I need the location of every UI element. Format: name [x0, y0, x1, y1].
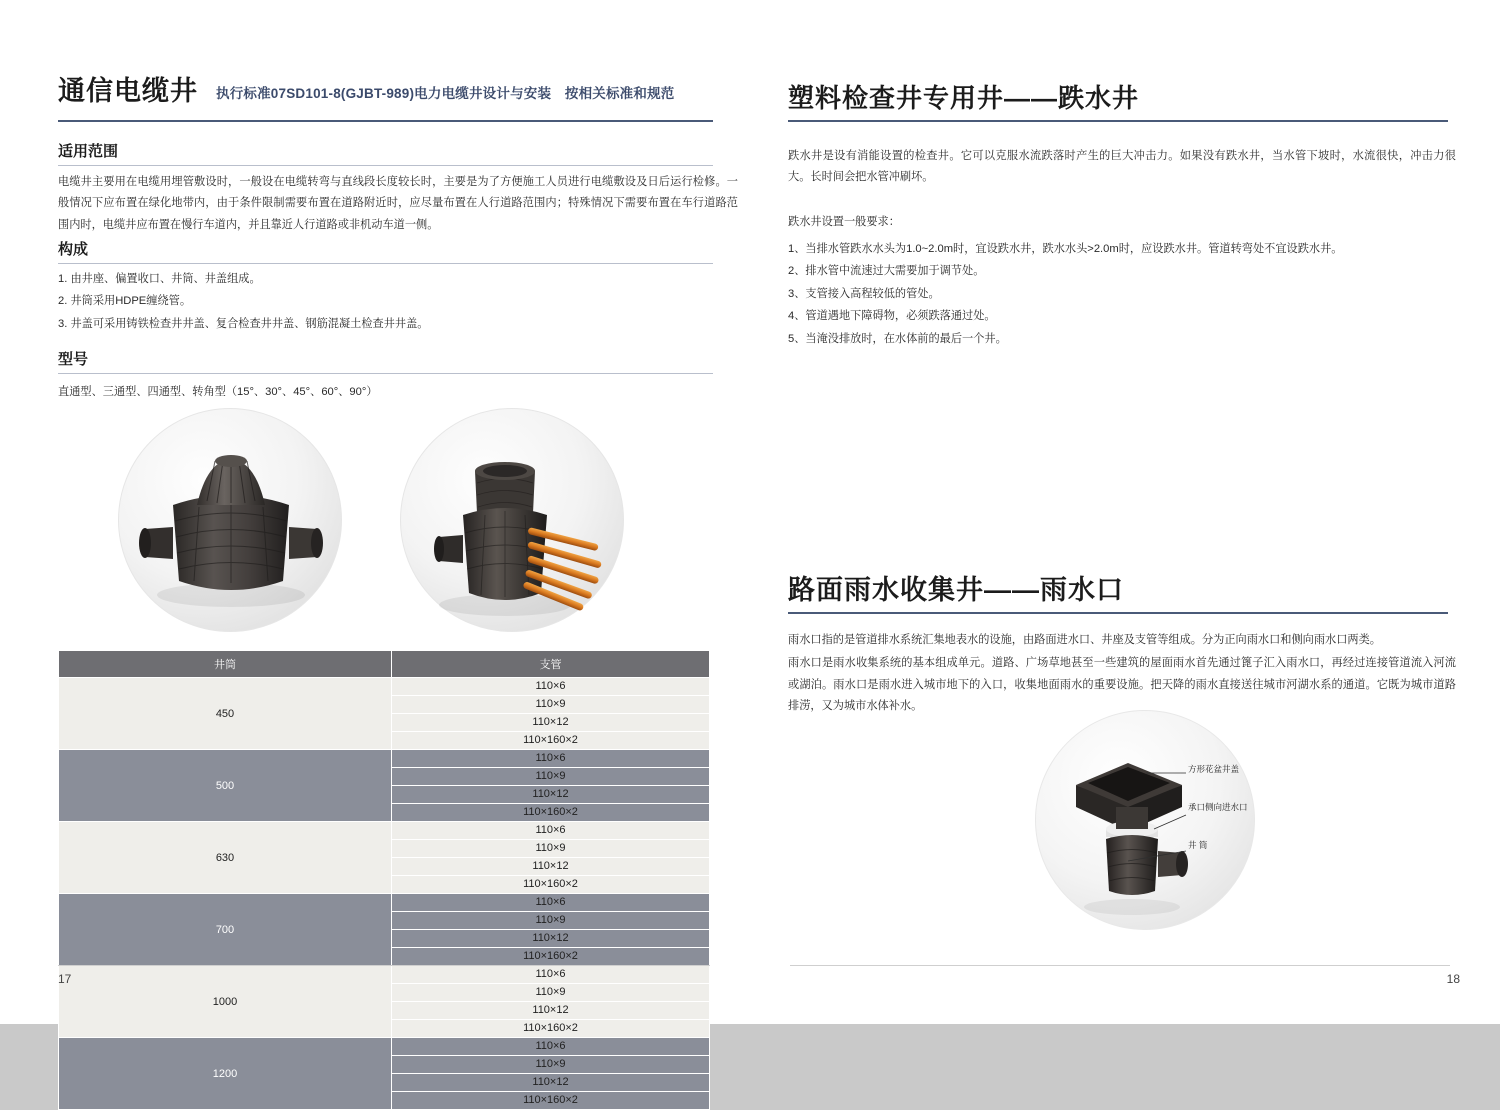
cell-pipe: 110×6 — [392, 750, 710, 768]
cell-pipe: 110×6 — [392, 1038, 710, 1056]
section-heading-text: 构成 — [58, 241, 89, 258]
section-model-heading — [58, 348, 713, 374]
cell-size: 630 — [59, 822, 392, 894]
section-divider — [788, 612, 1448, 614]
cell-pipe: 110×6 — [392, 678, 710, 696]
heading-underline — [58, 165, 713, 166]
paragraph: 雨水口指的是管道排水系统汇集地表水的设施，由路面进水口、井座及支管等组成。分为正向雨水口和侧向雨水口两类。 — [788, 634, 1381, 646]
cell-size: 1200 — [59, 1038, 392, 1110]
page-number-left: 17 — [58, 972, 72, 986]
right-section2-title-block — [788, 568, 1448, 607]
section-heading-text: 型号 — [58, 351, 89, 368]
annotation-shaft: 井 筒 — [1188, 840, 1208, 850]
section-composition-heading — [58, 238, 713, 264]
paragraph: 雨水口是雨水收集系统的基本组成单元。道路、广场草地甚至一些建筑的屋面雨水首先通过篦子汇入雨水口，再经过连接管道流入河流或湖泊。雨水口是雨水进入城市地下的入口，收集地面雨水的重要设施。把天降的雨水直接送往城市河湖水系的通道。它既为城市道路排涝，又为城市水体补水。 — [788, 657, 1456, 712]
annotation-square-planter-cover: 方形花盆井盖 — [1188, 764, 1240, 774]
cable-well-with-conduits-photo — [400, 408, 624, 632]
paragraph: 跌水井是设有消能设置的检查井。它可以克服水流跌落时产生的巨大冲击力。如果没有跌水井，当水管下坡时，水流很快，冲击力很大。长时间会把水管冲刷坏。 — [788, 150, 1456, 184]
page-title: 通信电缆井 — [58, 76, 198, 106]
table-row — [59, 894, 710, 912]
cell-pipe: 110×12 — [392, 930, 710, 948]
footer-divider — [58, 965, 710, 966]
heading-underline — [58, 373, 713, 374]
cell-pipe: 110×6 — [392, 966, 710, 984]
drop-well-intro — [788, 146, 1456, 189]
list-item: 3. 井盖可采用铸铁检查井井盖、复合检查井井盖、钢筋混凝土检查井井盖。 — [58, 317, 429, 330]
rainwater-inlet-body — [788, 630, 1456, 717]
cell-size: 700 — [59, 894, 392, 966]
rainwater-inlet-photo — [1035, 710, 1255, 930]
paragraph: 电缆井主要用在电缆用埋管敷设时，一般设在电缆转弯与直线段长度较长时，主要是为了方便施工人员进行电缆敷设及日后运行检修。一般情况下应布置在绿化地带内，由于条件限制需要布置在道路附近时，应尽量布置在人行道路范围内；特殊情况下需要布置在车行道路范围内时，电缆井应布置在慢行车道内，并且靠近人行道路或非机动车道一侧。 — [58, 176, 738, 231]
section-title: 塑料检查井专用井——跌水井 — [788, 83, 1140, 113]
cell-pipe: 110×12 — [392, 858, 710, 876]
list-item: 3、支管接入高程较低的管处。 — [788, 287, 940, 300]
cell-pipe: 110×9 — [392, 984, 710, 1002]
cell-pipe: 110×160×2 — [392, 732, 710, 750]
cell-pipe: 110×9 — [392, 1056, 710, 1074]
list-item: 1、当排水管跌水水头为1.0~2.0m时，宜设跌水井，跌水水头>2.0m时，应设跌水井。管道转弯处不宜设跌水井。 — [788, 243, 1343, 255]
list-item: 4、管道遇地下障碍物，必须跌落通过处。 — [788, 310, 996, 323]
cell-size: 500 — [59, 750, 392, 822]
cell-pipe: 110×9 — [392, 696, 710, 714]
paragraph: 直通型、三通型、四通型、转角型（15°、30°、45°、60°、90°） — [58, 386, 378, 398]
cable-well-illustration — [119, 409, 341, 631]
list-item: 1. 由井座、偏置收口、井筒、井盖组成。 — [58, 273, 261, 285]
cell-pipe: 110×12 — [392, 714, 710, 732]
cable-well-conduit-illustration — [401, 409, 623, 631]
cell-pipe: 110×9 — [392, 768, 710, 786]
section-applicable-scope-heading — [58, 140, 713, 166]
table-row — [59, 750, 710, 768]
rainwater-inlet-illustration — [1036, 711, 1254, 929]
table-header-pipe: 支管 — [392, 651, 710, 678]
cell-pipe: 110×6 — [392, 894, 710, 912]
drop-well-requirements-list — [788, 238, 1456, 350]
communication-cable-well-photo — [118, 408, 342, 632]
left-page-title-block — [58, 78, 713, 105]
table-body — [59, 678, 710, 1110]
list-item: 2. 井筒采用HDPE缠绕管。 — [58, 295, 192, 308]
drop-well-requirements-lead — [788, 212, 1456, 233]
cell-pipe: 110×160×2 — [392, 804, 710, 822]
table-row — [59, 1038, 710, 1056]
table-row — [59, 678, 710, 696]
page-subtitle: 执行标准07SD101-8(GJBT-989)电力电缆井设计与安装 按相关标准和规范 — [216, 85, 675, 101]
section-model-body — [58, 382, 738, 403]
cell-pipe: 110×12 — [392, 1002, 710, 1020]
paragraph: 跌水井设置一般要求： — [788, 216, 900, 228]
cell-pipe: 110×160×2 — [392, 1092, 710, 1110]
table-header-row — [59, 651, 710, 678]
annotation-socket-side-inlet: 承口侧向进水口 — [1188, 802, 1248, 812]
left-page — [0, 0, 750, 1106]
table-row — [59, 966, 710, 984]
cell-pipe: 110×6 — [392, 822, 710, 840]
cell-size: 1000 — [59, 966, 392, 1038]
right-section1-title-block — [788, 78, 1448, 115]
cell-pipe: 110×160×2 — [392, 876, 710, 894]
section-applicable-scope-body — [58, 172, 738, 236]
section-composition-list — [58, 268, 738, 335]
list-item: 2、排水管中流速过大需要加于调节处。 — [788, 265, 985, 278]
cell-pipe: 110×12 — [392, 1074, 710, 1092]
table-row — [59, 822, 710, 840]
cell-pipe: 110×12 — [392, 786, 710, 804]
table-header-size: 井筒 — [59, 651, 392, 678]
cell-pipe: 110×160×2 — [392, 1020, 710, 1038]
cell-pipe: 110×9 — [392, 840, 710, 858]
cell-size: 450 — [59, 678, 392, 750]
section-heading-text: 适用范围 — [58, 143, 119, 160]
spec-table — [58, 650, 710, 1110]
cell-pipe: 110×160×2 — [392, 948, 710, 966]
page-number-right: 18 — [1446, 972, 1460, 986]
cell-pipe: 110×9 — [392, 912, 710, 930]
section-divider — [788, 120, 1448, 122]
heading-underline — [58, 263, 713, 264]
title-divider — [58, 120, 713, 122]
section-title: 路面雨水收集井——雨水口 — [788, 575, 1124, 605]
footer-divider — [790, 965, 1450, 966]
list-item: 5、当淹没排放时，在水体前的最后一个井。 — [788, 332, 1007, 345]
